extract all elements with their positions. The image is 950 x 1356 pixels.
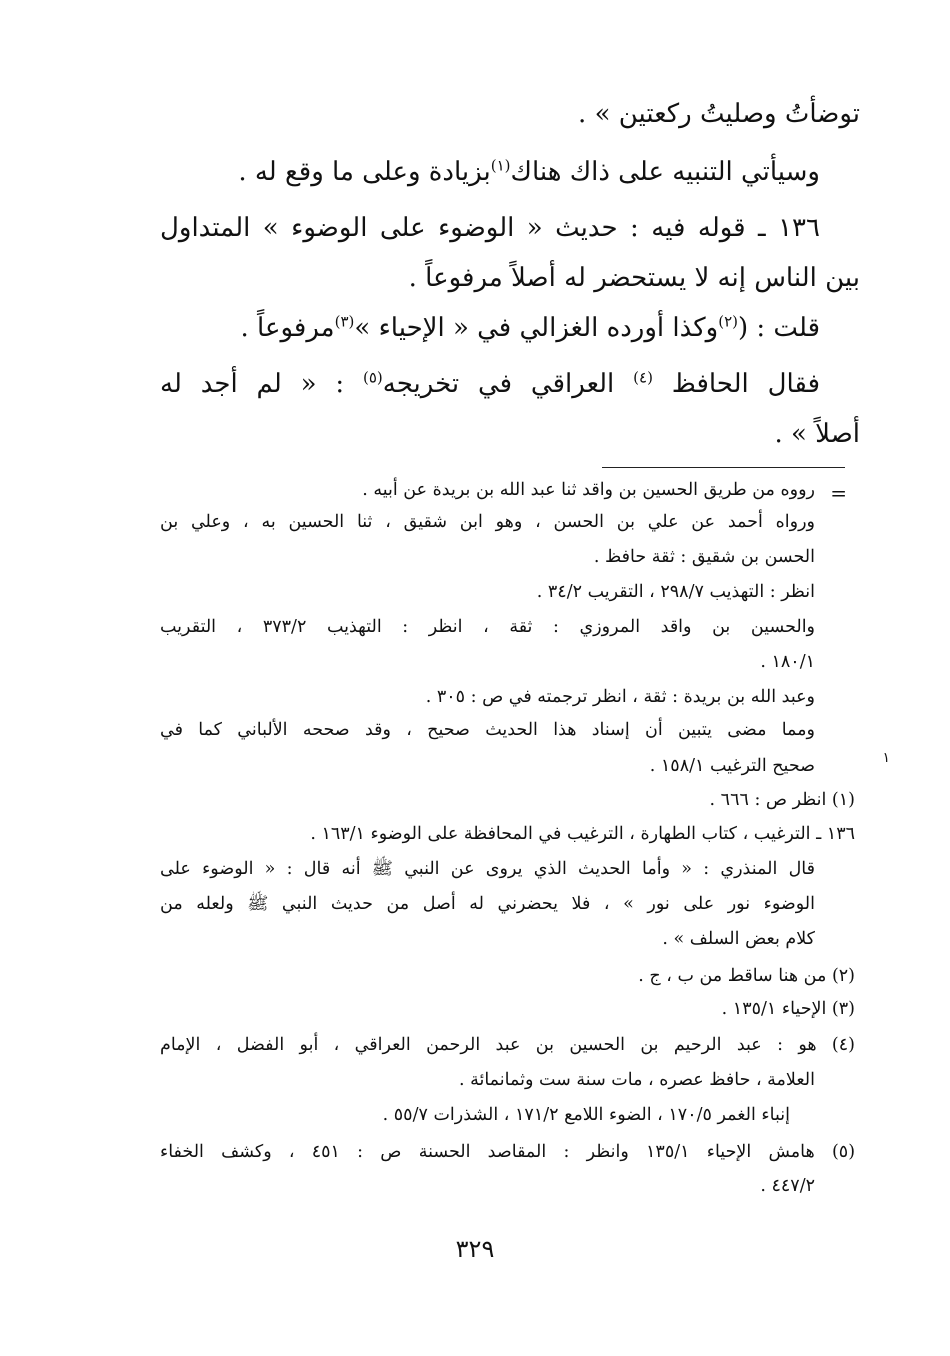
body-text: : « لم أجد له — [160, 369, 345, 399]
footnote-line: ومما مضى يتبين أن إسناد هذا الحديث صحيح ، وقد صححه الألباني كما في — [160, 720, 815, 740]
page-number: ٣٢٩ — [455, 1235, 495, 1263]
footnote-line: والحسين بن واقد المروزي : ثقة ، انظر : التهذيب ٣٧٣/٢ ، التقريب — [160, 617, 816, 637]
continuation-marker: = — [830, 481, 847, 505]
footnote-line: انظر : التهذيب ٢٩٨/٧ ، التقريب ٣٤/٢ . — [536, 582, 815, 602]
footnote-ref: (٥) — [363, 368, 383, 387]
footnote-ref: (٣) — [334, 312, 355, 331]
footnote-ref: (١) — [490, 156, 511, 175]
footnote-separator — [602, 467, 845, 468]
footnote-line: (٤) هو : عبد الرحيم بن الحسين بن عبد الرحمن العراقي ، أبو الفضل ، الإمام — [160, 1035, 855, 1055]
footnote-ref: (٢) — [718, 312, 738, 331]
body-line-4: بين الناس إنه لا يستحضر له أصلاً مرفوعاً . — [408, 263, 860, 293]
footnote-line: الوضوء نور على نور » ، فلا يحضرني له أصل من حديث النبي ﷺ ولعله من — [160, 894, 815, 914]
footnote-ref: (٤) — [633, 368, 653, 387]
body-line-1: توضأتُ وصليتُ ركعتين » . — [578, 99, 860, 129]
body-text: العراقي في تخريجه — [382, 369, 615, 399]
footnote-line: ١٣٦ ـ الترغيب ، كتاب الطهارة ، الترغيب في المحافظة على الوضوء ١٦٣/١ . — [310, 824, 855, 844]
footnote-line: (٢) من هنا ساقط من ب ، ج . — [638, 966, 855, 986]
body-text: مرفوعاً . — [240, 313, 335, 343]
body-line-6 — [160, 362, 820, 406]
body-text: بزيادة وعلى ما وقع له . — [238, 157, 491, 187]
body-text: قلت : ( — [738, 313, 820, 343]
body-text: فقال الحافظ — [671, 369, 820, 399]
footnote-line: إنباء الغمر ١٧٠/٥ ، الضوء اللامع ١٧١/٢ ، الشذرات ٥٥/٧ . — [382, 1105, 790, 1125]
footnote-line: الحسن بن شقيق : ثقة حافظ . — [593, 547, 815, 567]
footnote-line: (٥) هامش الإحياء ١٣٥/١ وانظر : المقاصد الحسنة ص : ٤٥١ ، وكشف الخفاء — [160, 1142, 856, 1162]
footnote-line: العلامة ، حافظ عصره ، مات سنة ست وثمانمائة . — [458, 1070, 815, 1090]
footnote-line: ورواه أحمد عن علي بن الحسن ، وهو ابن شقيق ، ثنا الحسين به ، وعلي بن — [160, 512, 815, 532]
footnote-line: قال المنذري : « وأما الحديث الذي يروى عن النبي ﷺ أنه قال : « الوضوء على — [160, 859, 815, 879]
footnote-line: (٣) الإحياء ١٣٥/١ . — [721, 999, 855, 1019]
body-line-3: ١٣٦ ـ قوله فيه : حديث « الوضوء على الوضوء » المتداول — [160, 213, 820, 243]
body-text: وكذا أورده الغزالي في « الإحياء » — [354, 313, 719, 343]
footnote-line: (١) انظر ص : ٦٦٦ . — [709, 790, 855, 810]
footnote-line: صحيح الترغيب ١٥٨/١ . — [649, 756, 815, 776]
body-line-5 — [241, 306, 820, 350]
footnote-line: ٤٤٧/٢ . — [760, 1176, 815, 1196]
body-text: وسيأتي التنبيه على ذاك هناك — [510, 157, 820, 187]
margin-mark: ١ — [882, 750, 890, 766]
footnote-line: كلام بعض السلف » . — [662, 929, 815, 949]
body-line-2 — [238, 150, 820, 194]
footnote-line: وعبد الله بن بريدة : ثقة ، انظر ترجمته في ص : ٣٠٥ . — [425, 687, 815, 707]
footnote-line: رووه من طريق الحسين بن واقد ثنا عبد الله بن بريدة عن أبيه . — [362, 480, 815, 500]
footnote-line: ١٨٠/١ . — [760, 652, 815, 672]
body-line-7: أصلاً » . — [774, 419, 860, 449]
